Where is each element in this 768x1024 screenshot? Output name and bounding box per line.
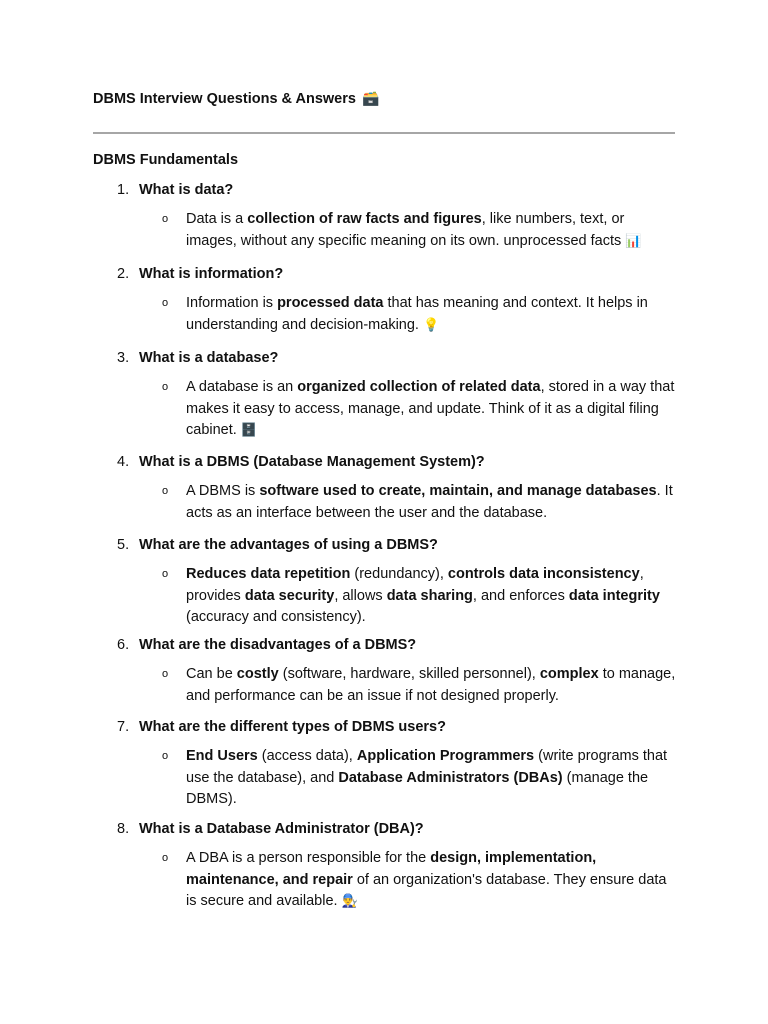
answer-text [186,746,677,811]
answer-segment: (redundancy), [350,566,448,582]
question-number: 6. [117,637,130,653]
question-item [117,717,677,737]
hollow-bullet-icon: o [162,213,169,225]
answer-emphasis: Application Programmers [356,748,535,764]
hollow-bullet-icon: o [162,297,169,309]
answer-segment: Information is [186,295,278,311]
answer-segment: (write programs that use the database), and [186,748,668,786]
answer-emphasis: collection of raw facts and figures [247,211,482,227]
answer-emphasis: software used to create, maintain, and manage databases [259,483,657,499]
question-number: 4. [117,454,130,470]
answer-segment: (accuracy and consistency). [186,609,366,625]
answer-emphasis: data sharing [386,587,473,604]
question-text: What is a database? [139,350,279,366]
horizontal-divider [93,132,675,134]
question-number: 8. [117,821,130,837]
question-text: What is data? [139,182,234,198]
question-item [117,819,677,839]
answer-segment: that has meaning and context. It helps in understanding and decision-making. [186,295,648,333]
question-text: What are the advantages of using a DBMS? [139,537,438,553]
answer-emphasis: End Users [186,748,258,764]
answer-segment: . It acts as an interface between the user and the database. [186,483,673,521]
answer-text [186,209,677,252]
hollow-bullet-icon: o [162,750,169,762]
question-item [117,264,677,284]
question-number: 5. [117,537,130,553]
answer-segment: to manage, and performance can be an issue if not designed properly. [186,666,676,704]
answer-emphasis: data integrity [568,587,660,604]
hollow-bullet-icon: o [162,668,169,680]
question-text: What are the different types of DBMS users? [139,719,446,735]
answer-segment: (manage the DBMS). [186,769,649,807]
answer-segment: Data is a [186,211,248,227]
answer-segment: A DBA is a person responsible for the [186,850,431,866]
answer-emphasis: Database Administrators (DBAs) [338,769,563,786]
hollow-bullet-icon: o [162,852,169,864]
document-title [93,89,379,109]
answer-text [186,377,677,442]
question-text: What is a Database Administrator (DBA)? [139,821,424,837]
answer-text [186,481,677,524]
question-text: What are the disadvantages of a DBMS? [139,637,417,653]
answer-emphasis: data security [244,587,335,604]
answer-segment: (software, hardware, skilled personnel), [278,666,540,682]
answer-segment: Can be [186,666,237,682]
question-item [117,452,677,472]
question-item [117,348,677,368]
question-number: 7. [117,719,130,735]
answer-text [186,848,677,913]
bar-chart-icon: 📊 [625,233,642,249]
answer-emphasis: costly [236,666,279,682]
answer-segment: , and enforces [472,587,569,604]
file-box-icon: 🗃️ [361,91,380,107]
section-heading: DBMS Fundamentals [93,152,239,168]
hollow-bullet-icon: o [162,485,169,497]
answer-segment: , stored in a way that makes it easy to access, manage, and update. Think of it as a digital filing cabinet. [186,379,675,438]
answer-segment: A database is an [186,379,298,395]
answer-emphasis: processed data [277,295,384,311]
answer-text [186,664,677,707]
question-number: 2. [117,266,130,282]
answer-segment: , like numbers, text, or images, without any specific meaning on its own. unprocessed facts [186,211,626,249]
answer-segment: , allows [334,587,387,604]
question-text: What is information? [139,266,284,282]
light-bulb-icon: 💡 [422,317,440,333]
answer-emphasis: Reduces data repetition [186,566,351,582]
question-text: What is a DBMS (Database Management System)? [139,454,485,470]
answer-emphasis: controls data inconsistency [447,566,640,582]
question-number: 3. [117,350,130,366]
answer-segment: (access data), [257,748,357,764]
question-number: 1. [117,182,130,198]
hollow-bullet-icon: o [162,381,169,393]
file-cabinet-icon: 🗄️ [240,423,258,438]
hollow-bullet-icon: o [162,568,169,580]
mechanic-icon: 👨‍🔧 [341,894,358,909]
question-item [117,535,677,555]
answer-text [186,293,677,336]
answer-segment: , provides [186,566,644,604]
answer-text [186,564,677,629]
answer-segment: of an organization's database. They ensure data is secure and available. [186,871,667,909]
question-item [117,635,677,655]
answer-emphasis: organized collection of related data [297,379,541,395]
answer-segment: A DBMS is [186,483,260,499]
answer-emphasis: complex [539,666,599,682]
answer-emphasis: design, implementation, maintenance, and repair [186,850,597,888]
question-item [117,180,677,200]
document-title-text: DBMS Interview Questions & Answers [93,91,356,107]
